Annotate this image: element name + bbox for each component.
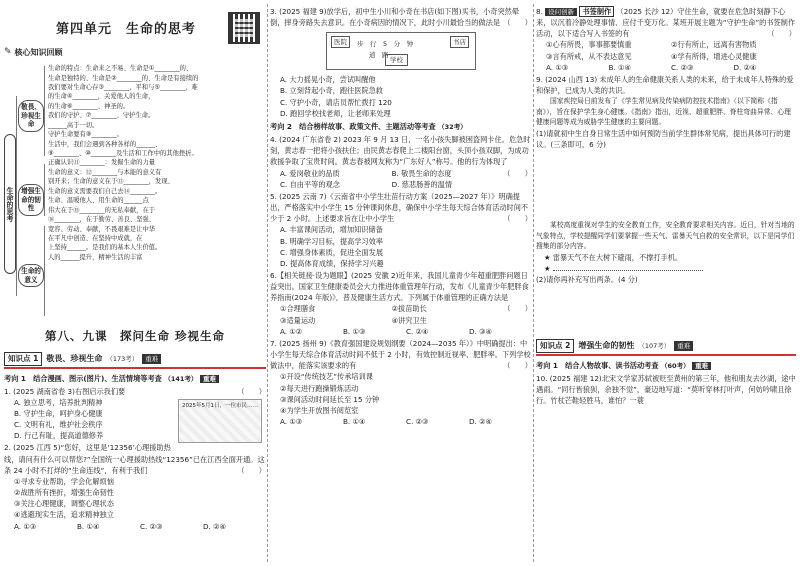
column-divider [533,4,534,562]
mindmap-node-3: 生命的意义 [18,264,44,287]
kp-badge: 重难 [142,354,161,364]
core-review-heading: ✎ 核心知识回顾 [4,46,266,60]
knowledge-point-1 [4,352,266,369]
question-3: 3. (2025 福建 9)放学后，初中生小川和小奇在书店(如下图)买书，小奇突然晕倒，摔身旁路失去意识。在小奇病因的情况下，此时小川最恰当的做法是 （ ） 医院 步 行 5 分 钟 书店 道 路 学校 A. 大力摇晃小奇，尝试叫醒他 B. 立刻背起小奇，跑往医院急救 C. 守护小奇，请店员帮忙拨打 120 D. 跑回学校找老师，让老师来处理 [270,7,532,118]
qr-code-icon[interactable] [228,12,260,44]
kp-tag: 知识点 2 [536,339,574,353]
question-6: 6.【相关链接·设为题眼】(2025 安徽 2)近年来，我国儿童青少年超重肥胖问题日益突出。国家卫生健康委员会大力推进体重管理年行动，发布《儿童青少年肥胖食养指南(2024 年版)》，普及健康生活方式。下列属于体重管理的正确方法是 （ ） ①合理膳食 ②拔苗助长 ③适量运动 ④讲究卫生 A. ①② B. ①③ C. ②④ D. ③④ [270,270,532,336]
kp-note: （173考） [106,354,139,363]
mindmap-line: 生命、温暖他人、用生命的______点 [48,197,149,205]
mindmap-line: 上坚持______。是我们的基本人生价值。 [48,244,162,252]
question-1: 1. (2025 湖南省卷 3)右图启示我们要 （ ） 2025年5月1日，一位市民…… A. 独立思考，培养批判精神 B. 守护生命，呵护身心健康 C. 文明有礼，维护社会秩序 D. 行己有耻，提高道德修养 [4,386,266,442]
kp-note: （107考） [638,342,671,350]
cartoon-image: 2025年5月1日，一位市民…… [178,399,262,443]
question-2: 2. (2025 江西 5)“您好，这里是‘12356’心理援助热线，请问有什么可以帮您?”全国统一心理援助热线“12356”已在江西全面开通。这条 24 小时不打烊的“生命连线”，有利于我们 （ ） ①寻求专业帮助，学会化解烦恼 ②战胜所有挫折，增强生命韧性 ③关注心理健康，调整心理状态 ④逃避现实生活，追求精神独立 A. ①③ B. ①④ C. ②③ D. ②④ [4,443,266,531]
q9-notice: 某校高度重视对学生的安全教育工作，安全教育要求相关内容。近日，针对当地的气象特点，学校提醒同学们要掌握一些天气、雷暴天气自救的安全常识，以下是同学们搜集的部分内容。 [536,221,795,251]
chapter-title: 第八、九课 探问生命 珍视生命 [44,329,225,344]
mindmap-line: ⑨________、⑩________及生活和工作中的其他挫折。 [48,150,198,158]
mindmap-line: ⑯________，在于勤劳、善良、坚强、 [48,216,156,224]
kp-badge: 重难 [674,341,693,351]
mindmap-line: 宽容、劳动、奉献，不畏艰难是让中华 [48,225,156,233]
mindmap-node-2: 增强生命的韧性 [18,184,44,216]
question-10: 10. (2025 福建 12)北宋文学家苏轼被贬至黄州的第三年，他和朋友去沙湖，途中遇雨。“同行皆狼狈，余独不觉”，豪迈地写道：“莫听穿林打叶声，何妨吟啸且徐行。竹杖芒鞋轻胜马，谁怕？一蓑 [536,374,796,406]
mindmap-bracket [44,66,45,156]
column-left [4,6,266,533]
mindmap-line: 的生命⑥________、神圣的。 [48,102,130,110]
answer-blank[interactable] [553,270,703,271]
mindmap [4,64,266,322]
mindmap-line: ______高于一切。 [48,121,99,129]
answer-area-2[interactable] [536,285,796,337]
column-right [536,6,796,407]
mindmap-node-1: 敬畏、珍视生命 [18,100,44,132]
mindmap-root: 生命的思考 [4,134,16,274]
mindmap-line: 别开来；生命的意义在于⑬________，发现、 [48,178,174,186]
pen-icon: ✎ [4,47,12,58]
mindmap-line: 生命的特点：生命来之不易、生命是①________的、 [48,65,193,73]
question-8: 8. 设问创新 书签制作 （2025 长沙 12）守住生命，就要在危急时刻静下心来，以沉着冷静处理事情、应付千变万化。某班开展主题为“守护生命”的书签制作活动，以下适合写入书签的有 （ ） ①心有所畏，事事都要慎重 ②行有所止，远离有害物质 ③言有所戒，从不表达意见 ④学有所得，增进心灵健康 A. ①③ B. ①④ C. ②③ D. ②④ [536,7,796,72]
mindmap-line: 伟大在于⑮________的无私奉献，在于 [48,206,156,214]
mindmap-line: 人的______提升，精神生活的丰富 [48,253,143,261]
mindmap-lines [48,64,198,262]
mindmap-bracket [44,226,45,316]
kp-name: 敬畏、珍视生命 [46,353,103,363]
location-map: 医院 步 行 5 分 钟 书店 道 路 学校 [326,32,476,70]
column-middle [270,6,532,428]
mindmap-bracket [16,96,17,296]
mindmap-line: 的生命④________，关爱他人的生命， [48,93,155,101]
unit-title: 第四单元 生命的思考 [56,22,197,37]
mindmap-line: 我们要对生命心存③________，平和与⑤________，难 [48,83,198,91]
q9-quote: 国家疾控局日前发布了《学生常见病及传染病防控技术指南》（以下简称《指南》），旨在保护学生身心健康。《指南》指出，近视、超重肥胖、脊柱弯曲异常、心理健康问题等成为威胁学生健康的主要问题。 [536,97,791,127]
mindmap-line: 生活中，我们会遇到各种各样的______、 [48,140,162,148]
mindmap-line: 生命是独特的、生命是②________的、生命是有接续的 [48,74,199,82]
focus-heading-2: 考向 2 结合榜样故事、政策文件、主题活动等考查 （32考） [270,121,467,131]
question-7: 7. (2025 扬州 9)《教育强国建设规划纲要（2024—2035 年）》中明确提出：中小学生每天综合体育活动时间不低于 2 小时，有效控制近视率、肥胖率。下列学校做法中，能落实该要求的有 （ ） ①开设“传统技艺”传承培训课 ②每天进行跑操锻炼活动 ③课间活动时间延长至 15 分钟 ④为学生开放图书阅览室 A. ①③ B. ①④ C. ②③ D. ②④ [270,338,532,426]
mindmap-bracket [44,164,45,216]
tag-innovation: 设问创新 [545,8,577,16]
question-4: 4. (2024 广东省卷 2) 2023 年 9 月 13 日，一名小孩失脚被困盗网卡住。危急时刻，黄志春一把将小孩扶住；由民黄志春爬上二楼阳台窗，头顶小孩双脚，为成功救援争取了宝贵时间。黄志春被网友称为“广东好人”称号。他的行为体现了 （ ） A. 爱岗敬业的品质 B. 敬畏生命的态度 C. 自由平等的观念 D. 慈悲肠善的温情 [270,135,532,189]
mindmap-line: 我们的守护、⑦________、守护生命。 [48,112,155,120]
focus-heading-1: 考向 1 结合漫画、图示(图片)、生活情境等考查 （141考） 重难 [4,373,266,384]
tag-bookmark: 书签制作 [579,6,614,17]
answer-area-1[interactable] [536,150,796,220]
kp-tag: 知识点 1 [4,352,42,366]
knowledge-point-2 [536,339,796,356]
mindmap-line: 生命的意义需要我们自己去⑭________。 [48,187,162,195]
mindmap-line: 守护生命要有⑧________。 [48,131,123,139]
question-9: 9. (2024 山西 13) 未成年人的生命健康关系人类的未来，给于未成年人特殊的爱和保护，已成为人类的共识。 国家疾控局日前发布了《学生常见病及传染病防控技术指南》（以下简称《指南》），旨在保护学生身心健康。《指南》指出，近视、超重肥胖、脊柱弯曲异常、心理健康问题等成为威胁学生健康的主要问题。 (1)请就初中生自身日常生活中如何预防当前学生群体常见病，提出具体可行的建议。(三条即可，6 分) 某校高度重视对学生的安全教育工作，安全教育要求相关内容。近日，针对当地的气象特点，学校提醒同学们要掌握一些天气、雷暴天气自救的安全常识，以下是同学们搜集的部分内容。 ★ 雷暴天气不在大树下避雨，不撑打手机。 ★ (2)请你再补充写出两条。(4 分) [536,74,796,337]
mindmap-line: 正确认识⑪________：发掘生命的力量 [48,159,156,167]
column-divider [267,4,268,562]
focus-heading-3: 考向 1 结合人物故事、读书活动考查 （60考） 重难 [536,360,796,371]
mindmap-line: 生命的意义：⑫________与本能的意义有 [48,168,162,176]
question-5: 5. (2025 云南 7)《云南省中小学生壮苗行动方案（2025—2027 年）》明确提出，严格落实中小学生 15 分钟课间休息，确保中小学生每天综合体育活动时间不少于 2 小时。上述要求旨在让中小学生 （ ） A. 丰富课间活动，增加知识储备 B. 明确学习目标，提高学习效率 C. 增强身体素质，促进全面发展 D. 提高体育成绩，保持学习兴趣 [270,191,532,268]
kp-name: 增强生命的韧性 [578,340,635,350]
mindmap-line: 在平凡中创造、在坚持中成就，在 [48,234,143,242]
